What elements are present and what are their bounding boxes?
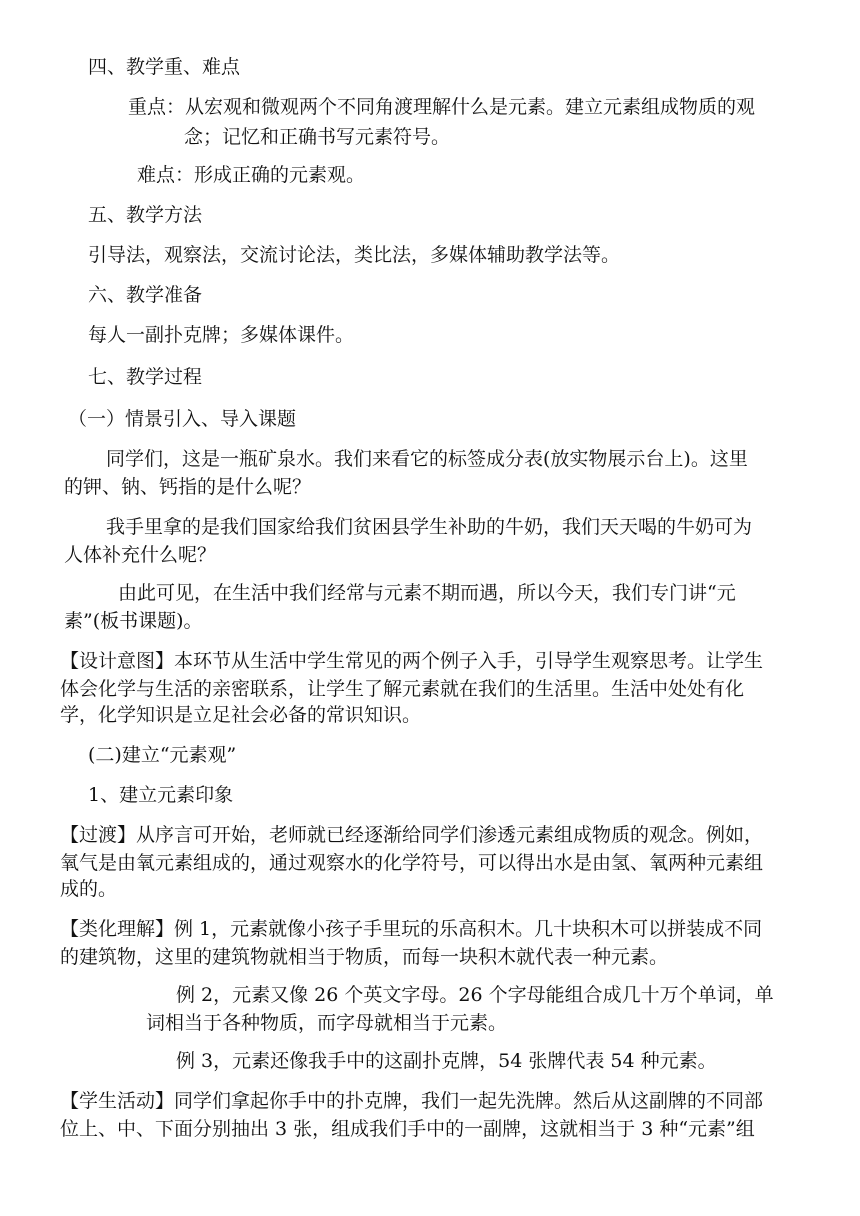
- key-points-line-1: [128, 98, 755, 117]
- section-7-heading: 七、教学过程: [88, 366, 203, 388]
- section-6-body: 每人一副扑克牌；多媒体课件。: [88, 324, 355, 346]
- section-6-heading: 六、教学准备: [88, 284, 203, 306]
- section-5-heading: 五、教学方法: [88, 204, 203, 226]
- subsection-1-heading: （一）情景引入、导入课题: [68, 408, 297, 430]
- section-4-heading: 四、教学重、难点: [88, 56, 241, 78]
- student-activity-line-1: 【学生活动】同学们拿起你手中的扑克牌，我们一起先洗牌。然后从这副牌的不同部: [60, 1090, 764, 1112]
- difficulty-point: 难点：形成正确的元素观。: [137, 164, 366, 186]
- section-5-body: 引导法，观察法，交流讨论法，类比法，多媒体辅助教学法等。: [88, 244, 621, 266]
- paragraph-1-line-2: 的钾、钠、钙指的是什么呢？: [64, 476, 312, 498]
- design-intent-line-1: 【设计意图】本环节从生活中学生常见的两个例子入手，引导学生观察思考。让学生: [60, 650, 764, 672]
- key-points-label: 重点：: [128, 96, 186, 118]
- analogy-line-1: 【类化理解】例 1，元素就像小孩子手里玩的乐高积木。几十块积木可以拼装成不同: [60, 918, 763, 940]
- subsection-2-1-heading: 1、建立元素印象: [88, 784, 234, 806]
- key-points-line-2: 念；记忆和正确书写元素符号。: [184, 126, 451, 148]
- transition-line-1: 【过渡】从序言可开始，老师就已经逐渐给同学们渗透元素组成物质的观念。例如，: [60, 824, 764, 846]
- paragraph-2-line-1: 我手里拿的是我们国家给我们贫困县学生补助的牛奶，我们天天喝的牛奶可为: [106, 516, 753, 538]
- example-3-line-1: 例 3，元素还像我手中的这副扑克牌，54 张牌代表 54 种元素。: [176, 1050, 717, 1072]
- paragraph-3-line-2: 素”(板书课题)。: [64, 610, 203, 632]
- paragraph-2-line-2: 人体补充什么呢？: [64, 544, 217, 566]
- paragraph-3-line-1: 由此可见，在生活中我们经常与元素不期而遇，所以今天，我们专门讲“元: [118, 582, 736, 604]
- transition-line-3: 成的。: [60, 878, 118, 900]
- paragraph-1-line-1: 同学们，这是一瓶矿泉水。我们来看它的标签成分表(放实物展示台上)。这里: [106, 448, 748, 470]
- example-2-line-1: 例 2，元素又像 26 个英文字母。26 个字母能组合成几十万个单词，单: [176, 984, 774, 1006]
- example-2-line-2: 词相当于各种物质，而字母就相当于元素。: [146, 1012, 508, 1034]
- subsection-2-heading: (二)建立“元素观”: [88, 744, 237, 766]
- key-points-text: 从宏观和微观两个不同角渡理解什么是元素。建立元素组成物质的观: [185, 96, 756, 118]
- transition-line-2: 氧气是由氧元素组成的，通过观察水的化学符号，可以得出水是由氢、氧两种元素组: [60, 852, 764, 874]
- design-intent-line-2: 体会化学与生活的亲密联系，让学生了解元素就在我们的生活里。生活中处处有化: [60, 678, 745, 700]
- design-intent-line-3: 学，化学知识是立足社会必备的常识知识。: [60, 704, 422, 726]
- student-activity-line-2: 位上、中、下面分别抽出 3 张，组成我们手中的一副牌，这就相当于 3 种“元素”组: [60, 1118, 755, 1140]
- analogy-line-2: 的建筑物，这里的建筑物就相当于物质，而每一块积木就代表一种元素。: [60, 946, 669, 968]
